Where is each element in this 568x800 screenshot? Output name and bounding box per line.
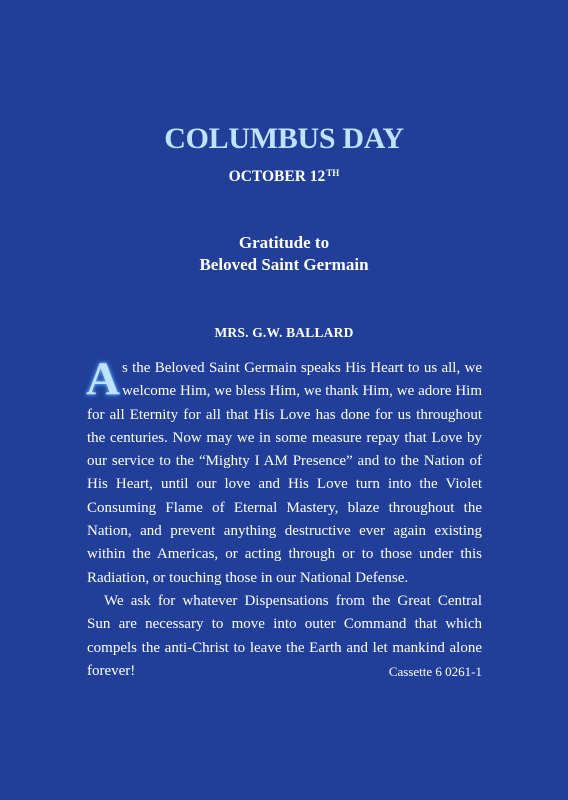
cassette-reference: Cassette 6 0261-1 [388, 663, 482, 679]
subtitle-line-2: Beloved Saint Germain [199, 255, 369, 274]
paragraph-1 [86, 353, 482, 590]
drop-cap: A [86, 353, 120, 405]
page-title: COLUMBUS DAY [164, 122, 404, 155]
paragraph-2 [87, 590, 482, 683]
date-heading [0, 163, 568, 187]
paragraph-1-text: s the Beloved Saint Germain speaks His Heart to us all, we welcome Him, we bless Him, we thank Him, we adore Him for all Eternity for all that His Love has done for us throughout the centuries. Now may we in some measure repay that Love by our service to the “Mighty I AM Presence” and to the Nation of His Heart, until our love and His Love turn into the Violet Consuming Flame of Eternal Mastery, blaze throughout the Nation, and prevent anything destructive ever again existing within the Americas, or acting through or to those under this Radiation, or touching those in our National Defense. [87, 360, 482, 586]
subtitle [0, 232, 568, 276]
date-suffix: TH [326, 168, 340, 178]
paragraph-2-text: We ask for whatever Dispensations from the Great Central Sun are necessary to move into outer Command that which compels the anti-Christ to leave the Earth and let mankind alone forever! [87, 592, 482, 679]
author-name: MRS. G.W. BALLARD [214, 325, 354, 340]
date-text: OCTOBER 12 [228, 168, 326, 185]
body-text [86, 353, 482, 683]
subtitle-line-1: Gratitude to [238, 233, 330, 252]
